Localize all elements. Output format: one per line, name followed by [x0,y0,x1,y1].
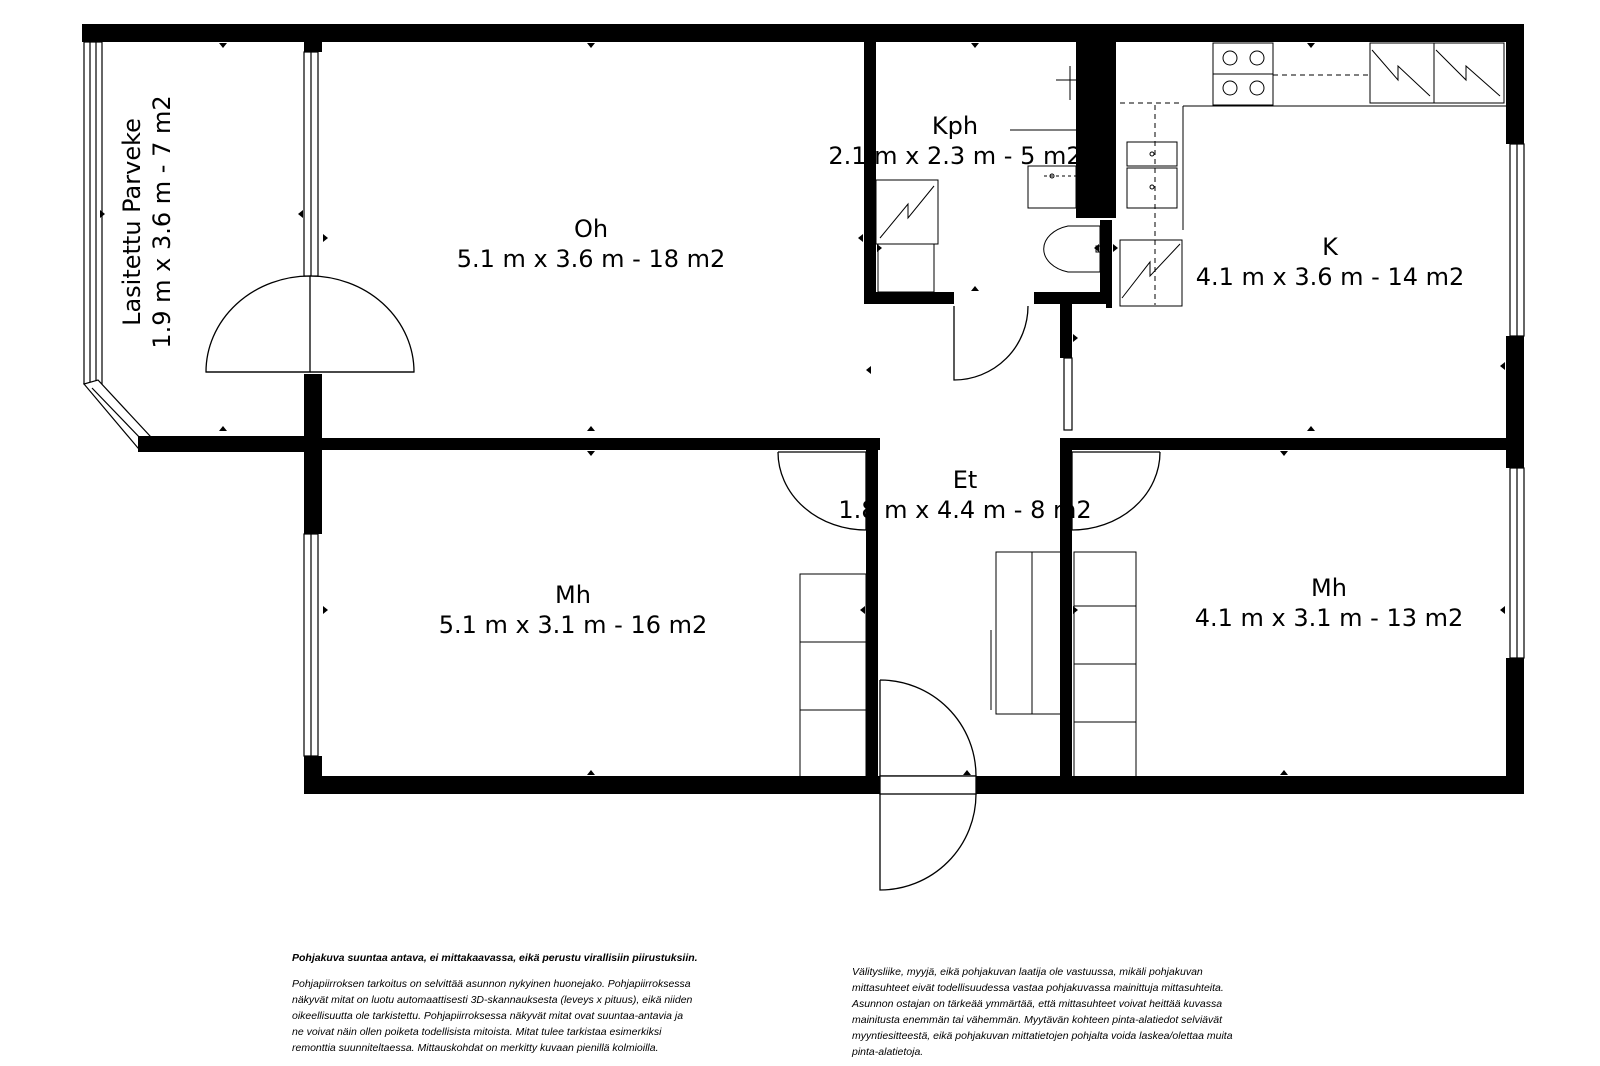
window-icon [1510,468,1524,658]
bathroom-sink-icon [1028,166,1076,208]
room-dims-bedroom-right: 4.1 m x 3.1 m - 13 m2 [1194,604,1464,632]
disclaimer-line: näkyvät mitat on luotu automaattisesti 3D-skannauksesta (leveys x pituus), eikä niiden [292,994,693,1006]
disclaimer-right [852,964,1372,1060]
disclaimer-line: Pohjapiirroksen tarkoitus on selvittää asunnon nykyinen huonejako. Pohjapiirroksessa [292,978,691,990]
room-name-kitchen: K [1322,233,1338,261]
shower-icon [1010,66,1076,130]
disclaimer-left [292,950,792,1056]
room-name-hall: Et [952,466,978,494]
kitchen-cabinet-icon [1370,43,1504,103]
window-icon [1064,358,1072,430]
window-icon [304,534,318,756]
wardrobe-icon [1074,552,1136,778]
walls [82,24,1524,794]
room-name-bedroom-left: Mh [555,581,591,609]
disclaimer-line: ne voivat näin ollen poiketa todellisista mitoista. Mitat tulee tarkistaa esimerkiksi [292,1026,662,1038]
room-name-bedroom-right: Mh [1311,574,1347,602]
window-icon [1510,144,1524,336]
doors [206,276,1160,890]
closet-icon [991,552,1062,714]
room-dims-bedroom-left: 5.1 m x 3.1 m - 16 m2 [438,611,708,639]
door-swing-icon [954,306,1028,380]
room-dims-hall: 1.8 m x 4.4 m - 8 m2 [838,496,1092,524]
disclaimer-line: myyntiesitteestä, eikä pohjakuvan mittatietojen pohjalta voida laskea/olettaa muita [852,1030,1233,1042]
room-dims-living: 5.1 m x 3.6 m - 18 m2 [456,245,726,273]
washing-machine-icon [876,180,938,292]
room-name-living: Oh [573,215,609,243]
room-dims-balcony: 1.9 m x 3.6 m - 7 m2 [148,95,176,349]
kitchen-sink-icon [1127,142,1177,208]
windows [84,42,1524,756]
disclaimer-line: Välitysliike, myyjä, eikä pohjakuvan laatija ole vastuussa, mikäli pohjakuvan [852,966,1203,978]
door-swing-icon [206,276,414,372]
wardrobe-icon [800,574,866,778]
stove-icon [1213,43,1273,105]
window-icon [304,52,318,276]
room-labels [118,95,1464,639]
room-name-balcony: Lasitettu Parveke [118,118,146,326]
disclaimer-heading: Pohjakuva suuntaa antava, ei mittakaavassa, eikä perustu virallisiin piirustuksiin. [292,952,698,964]
disclaimer-line: Asunnon ostajan on tärkeää ymmärtää, että mittasuhteet voivat heittää kuvassa [852,998,1223,1010]
disclaimer-line: remonttia suunniteltaessa. Mittauskohdat on merkitty kuvaan pienillä kolmioilla. [292,1042,659,1054]
fridge-icon [1120,240,1182,306]
room-name-bathroom: Kph [931,112,979,140]
window-icon [84,42,102,384]
entrance-door-icon [880,680,976,890]
disclaimer-line: mainitusta enemmän tai vähemmän. Myytävän kohteen pinta-alatiedot selviävät [852,1014,1223,1026]
disclaimer-line: oikeellisuutta ole tarkistettu. Pohjapiirroksessa näkyvät mitat ovat suuntaa-antavia ja [292,1010,684,1022]
toilet-icon [1044,226,1100,272]
disclaimer-line: mittasuhteet eivät todellisuudessa vastaa pohjakuvassa mainittuja mittasuhteita. [852,982,1224,994]
room-dims-kitchen: 4.1 m x 3.6 m - 14 m2 [1195,263,1465,291]
disclaimer-line: pinta-alatietoja. [852,1046,924,1058]
room-dims-bathroom: 2.1 m x 2.3 m - 5 m2 [828,142,1082,170]
